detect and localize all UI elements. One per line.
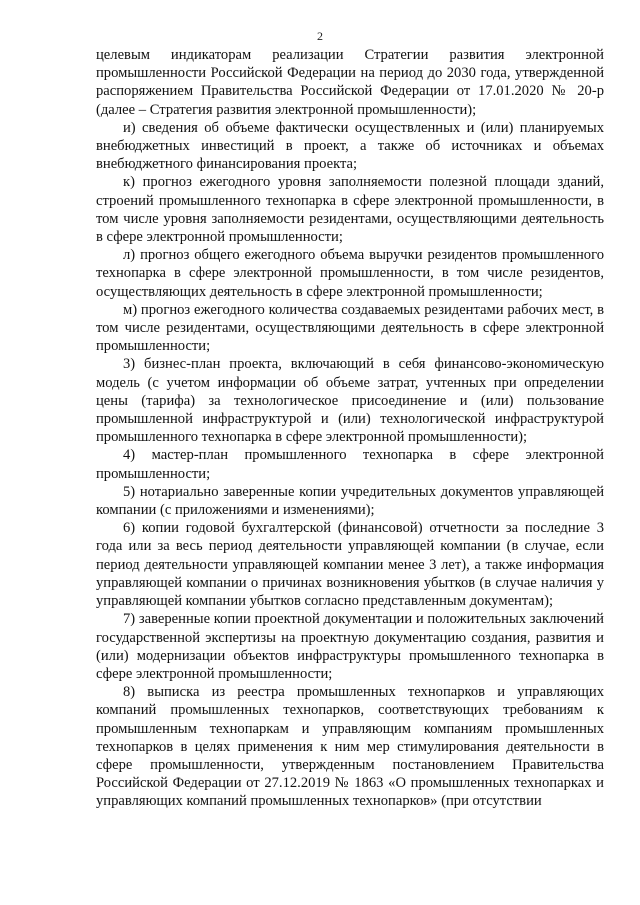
paragraph-item-m: м) прогноз ежегодного количества создаваемых резидентами рабочих мест, в том числе резидентами, осуществляющими деятельность в сфере электронной промышленности;	[96, 301, 604, 355]
paragraph-continuation: целевым индикаторам реализации Стратегии развития электронной промышленности Российской Федерации на период до 2030 года, утвержденной распоряжением Правительства Российской Федерации от 17.01.2020 № 20-р (далее – Стратегия развития электронной промышленности);	[96, 47, 604, 118]
document-body	[96, 46, 604, 811]
paragraph-item-7: 7) заверенные копии проектной документации и положительных заключений государственной экспертизы на проектную документацию создания, развития и (или) модернизации объектов инфраструктуры промышленного технопарка в сфере электронной промышленности;	[96, 611, 604, 682]
paragraph-item-4: 4) мастер-план промышленного технопарка в сфере электронной промышленности;	[96, 447, 604, 482]
paragraph-item-3: 3) бизнес-план проекта, включающий в себя финансово-экономическую модель (с учетом информации об объеме затрат, учтенных при определении цены (тарифа) за технологическое присоединение и (или) пользование промышленной инфраструктурой и (или) технологической инфраструктурой промышленного технопарка в сфере электронной промышленности);	[96, 356, 604, 446]
page-number: 2	[317, 29, 323, 43]
paragraph-item-l: л) прогноз общего ежегодного объема выручки резидентов промышленного технопарка в сфере электронной промышленности, в том числе резидентов, осуществляющих деятельность в сфере электронной промышленности;	[96, 247, 604, 300]
paragraph-item-8: 8) выписка из реестра промышленных технопарков и управляющих компаний промышленных технопарков, соответствующих требованиям к промышленным технопаркам и управляющим компаниям промышленных технопарков в целях применения к ним мер стимулирования деятельности в сфере промышленности, утвержденным постановлением Правительства Российской Федерации от 27.12.2019 № 1863 «О промышленных технопарках и управляющих компаний промышленных технопарков» (при отсутствии	[96, 684, 604, 810]
paragraph-item-6: 6) копии годовой бухгалтерской (финансовой) отчетности за последние 3 года или за весь период деятельности управляющей компании (в случае, если период деятельности управляющей компании менее 3 лет), а также информация управляющей компании о причинах возникновения убытков (в случае наличия у управляющей компании убытков согласно представленным документам);	[96, 520, 604, 610]
paragraph-item-5: 5) нотариально заверенные копии учредительных документов управляющей компании (с приложениями и изменениями);	[96, 483, 604, 519]
paragraph-item-i: и) сведения об объеме фактически осуществленных и (или) планируемых внебюджетных инвестиций в проект, а также об источниках и объемах внебюджетного финансирования проекта;	[96, 119, 604, 173]
paragraph-item-k: к) прогноз ежегодного уровня заполняемости полезной площади зданий, строений промышленного технопарка в сфере электронной промышленности, в том числе уровня заполняемости резидентами, осуществляющими деятельность в сфере электронной промышленности;	[96, 174, 604, 246]
